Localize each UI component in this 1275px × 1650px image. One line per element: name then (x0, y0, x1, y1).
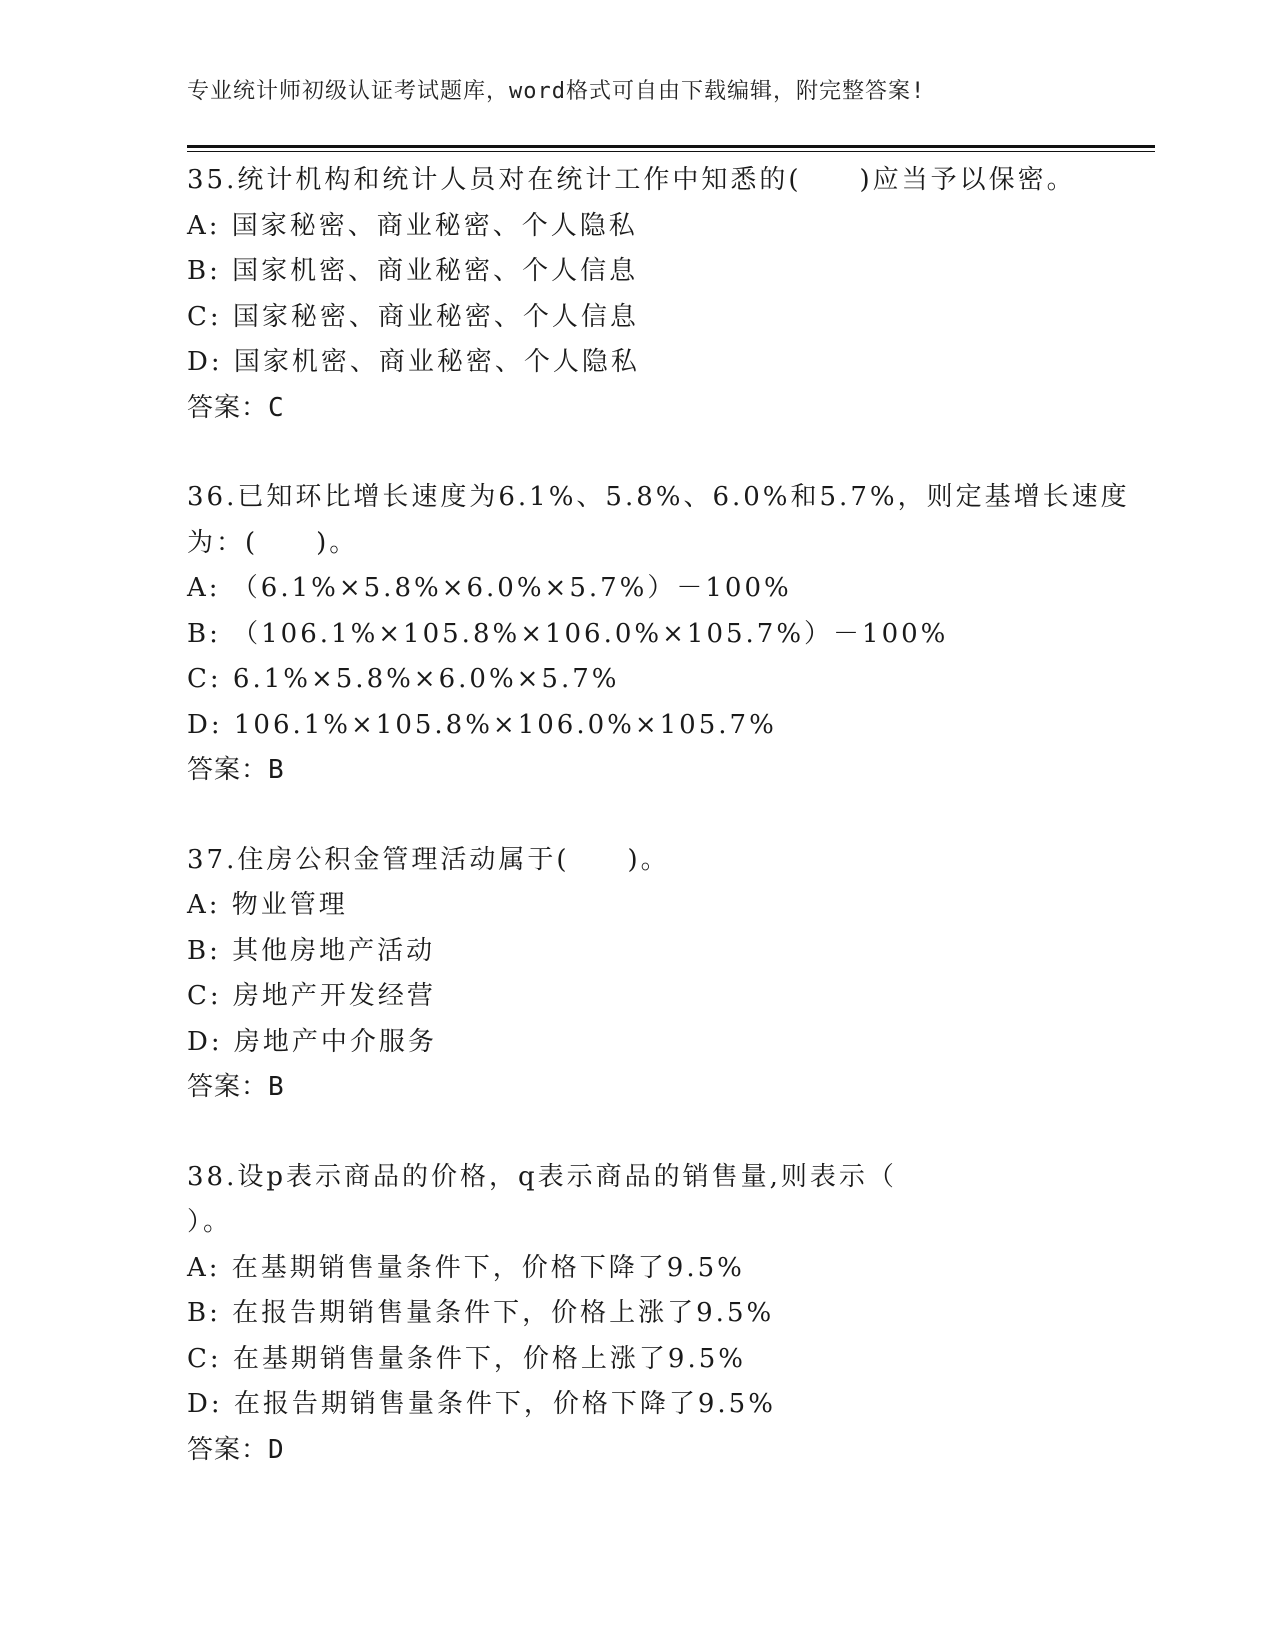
option-c: C: 6.1%×5.8%×6.0%×5.7% (187, 664, 620, 694)
option-b: B: 其他房地产活动 (187, 935, 436, 966)
option-d: D: 106.1%×105.8%×106.0%×105.7% (187, 709, 777, 740)
question-stem-continued: ）。 (187, 1207, 233, 1237)
question-38 (187, 1155, 1087, 1474)
answer: 答案：B (187, 1072, 285, 1102)
header-divider-thin (187, 151, 1155, 152)
answer: 答案：C (187, 392, 285, 423)
question-36 (187, 475, 1130, 794)
question-37 (187, 838, 1087, 1111)
answer: 答案：D (187, 1434, 285, 1465)
question-stem: 35.统计机构和统计人员对在统计工作中知悉的( )应当予以保密。 (187, 165, 1076, 195)
header-divider-thick (187, 145, 1155, 148)
question-stem: 36.已知环比增长速度为6.1%、5.8%、6.0%和5.7%，则定基增长速度 (187, 482, 1130, 512)
option-a: A: 物业管理 (187, 890, 348, 920)
option-b: B: 国家机密、商业秘密、个人信息 (187, 256, 639, 286)
option-a: A: 国家秘密、商业秘密、个人隐私 (187, 210, 638, 241)
option-d: D: 国家机密、商业秘密、个人隐私 (187, 347, 640, 377)
option-d: D: 房地产中介服务 (187, 1026, 437, 1057)
answer: 答案：B (187, 755, 285, 785)
option-d: D: 在报告期销售量条件下，价格下降了9.5% (187, 1389, 776, 1419)
option-b: B: （106.1%×105.8%×106.0%×105.7%）－100% (187, 618, 949, 649)
option-a: A: 在基期销售量条件下，价格下降了9.5% (187, 1252, 745, 1283)
option-c: C: 国家秘密、商业秘密、个人信息 (187, 301, 639, 332)
option-c: C: 房地产开发经营 (187, 981, 436, 1011)
question-stem-continued: 为：( )。 (187, 527, 359, 558)
option-c: C: 在基期销售量条件下，价格上涨了9.5% (187, 1343, 746, 1374)
option-a: A: （6.1%×5.8%×6.0%×5.7%）－100% (187, 573, 792, 603)
question-list (187, 158, 1130, 1517)
page-header: 专业统计师初级认证考试题库，word格式可自由下载编辑，附完整答案! (187, 79, 926, 104)
question-stem: 37.住房公积金管理活动属于( )。 (187, 844, 670, 875)
option-b: B: 在报告期销售量条件下，价格上涨了9.5% (187, 1298, 775, 1328)
question-stem: 38.设p表示商品的价格，q表示商品的销售量,则表示（ (187, 1161, 897, 1192)
question-35 (187, 158, 1087, 431)
